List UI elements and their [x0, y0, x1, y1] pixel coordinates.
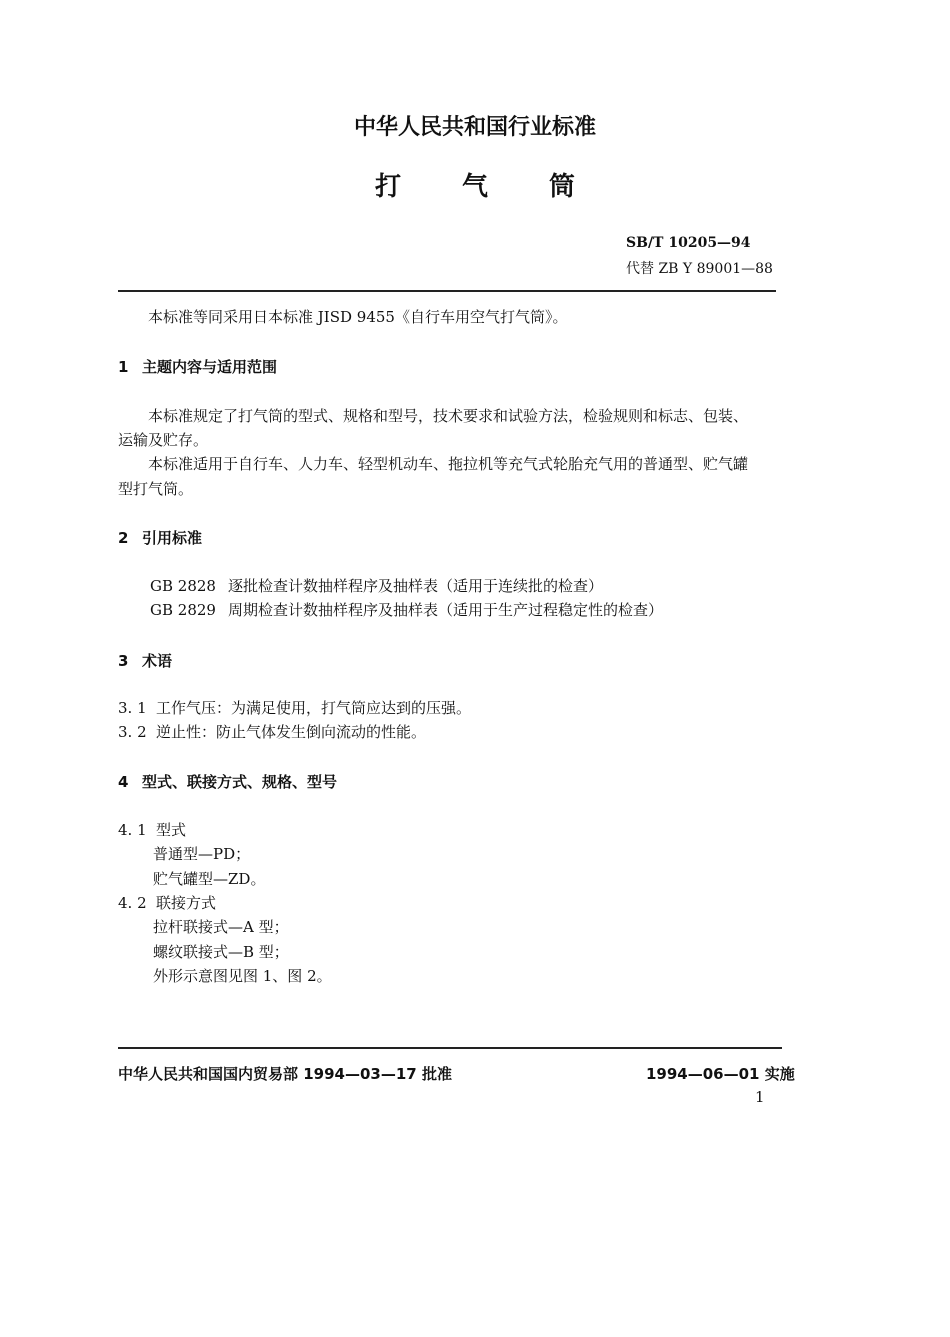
section-3-number: 3 — [118, 652, 129, 670]
term-item — [118, 696, 471, 720]
term-text: 逆止性：防止气体发生倒向流动的性能。 — [156, 723, 427, 741]
section-2-number: 2 — [118, 529, 129, 547]
reference-row — [150, 574, 603, 598]
section-1-title: 主题内容与适用范围 — [142, 358, 278, 376]
page-number: 1 — [755, 1088, 765, 1106]
footer-divider — [118, 1047, 782, 1049]
section-2-heading — [118, 527, 202, 548]
subsection-4-2 — [118, 891, 216, 915]
section-4-title: 型式、联接方式、规格、型号 — [142, 773, 338, 791]
approval-line: 中华人民共和国国内贸易部 1994—03—17 批准 — [118, 1065, 452, 1083]
section-1-p1-line1: 本标准规定了打气筒的型式、规格和型号，技术要求和试验方法，检验规则和标志、包装、 — [148, 407, 749, 425]
intro-text: 本标准等同采用日本标准 JISD 9455《自行车用空气打气筒》。 — [148, 308, 568, 326]
subsection-4-1 — [118, 818, 186, 842]
effective-date: 1994—06—01 实施 — [646, 1065, 795, 1083]
term-number: 3. 2 — [118, 723, 147, 741]
doc-title: 打 气 筒 — [374, 172, 602, 202]
standard-code: SB/T 10205—94 — [626, 235, 751, 251]
section-3-title: 术语 — [142, 652, 173, 670]
subsection-number: 4. 2 — [118, 894, 147, 912]
replaces-code: 代替 ZB Y 89001—88 — [626, 261, 773, 277]
subsection-number: 4. 1 — [118, 821, 147, 839]
connection-line: 拉杆联接式—A 型； — [153, 918, 289, 936]
type-line: 贮气罐型—ZD。 — [153, 870, 266, 888]
reference-row — [150, 598, 663, 622]
section-3-heading — [118, 650, 172, 671]
reference-title: 逐批检查计数抽样程序及抽样表（适用于连续批的检查） — [228, 577, 604, 595]
section-1-p2-line1: 本标准适用于自行车、人力车、轻型机动车、拖拉机等充气式轮胎充气用的普通型、贮气罐 — [148, 455, 749, 473]
connection-line: 外形示意图见图 1、图 2。 — [153, 967, 332, 985]
term-text: 工作气压：为满足使用，打气筒应达到的压强。 — [156, 699, 472, 717]
term-item — [118, 720, 426, 744]
section-1-p1-line2: 运输及贮存。 — [118, 431, 209, 449]
reference-code: GB 2829 — [150, 601, 216, 619]
section-2-title: 引用标准 — [142, 529, 203, 547]
section-1-heading — [118, 356, 277, 377]
org-title: 中华人民共和国行业标准 — [353, 115, 596, 140]
section-1-number: 1 — [118, 358, 129, 376]
subsection-title: 联接方式 — [156, 894, 217, 912]
reference-title: 周期检查计数抽样程序及抽样表（适用于生产过程稳定性的检查） — [228, 601, 664, 619]
reference-code: GB 2828 — [150, 577, 216, 595]
header-divider — [118, 290, 776, 292]
type-line: 普通型—PD； — [153, 845, 251, 863]
section-4-heading — [118, 771, 337, 792]
term-number: 3. 1 — [118, 699, 147, 717]
connection-line: 螺纹联接式—B 型； — [153, 943, 289, 961]
subsection-title: 型式 — [156, 821, 187, 839]
section-4-number: 4 — [118, 773, 129, 791]
section-1-p2-line2: 型打气筒。 — [118, 480, 194, 498]
